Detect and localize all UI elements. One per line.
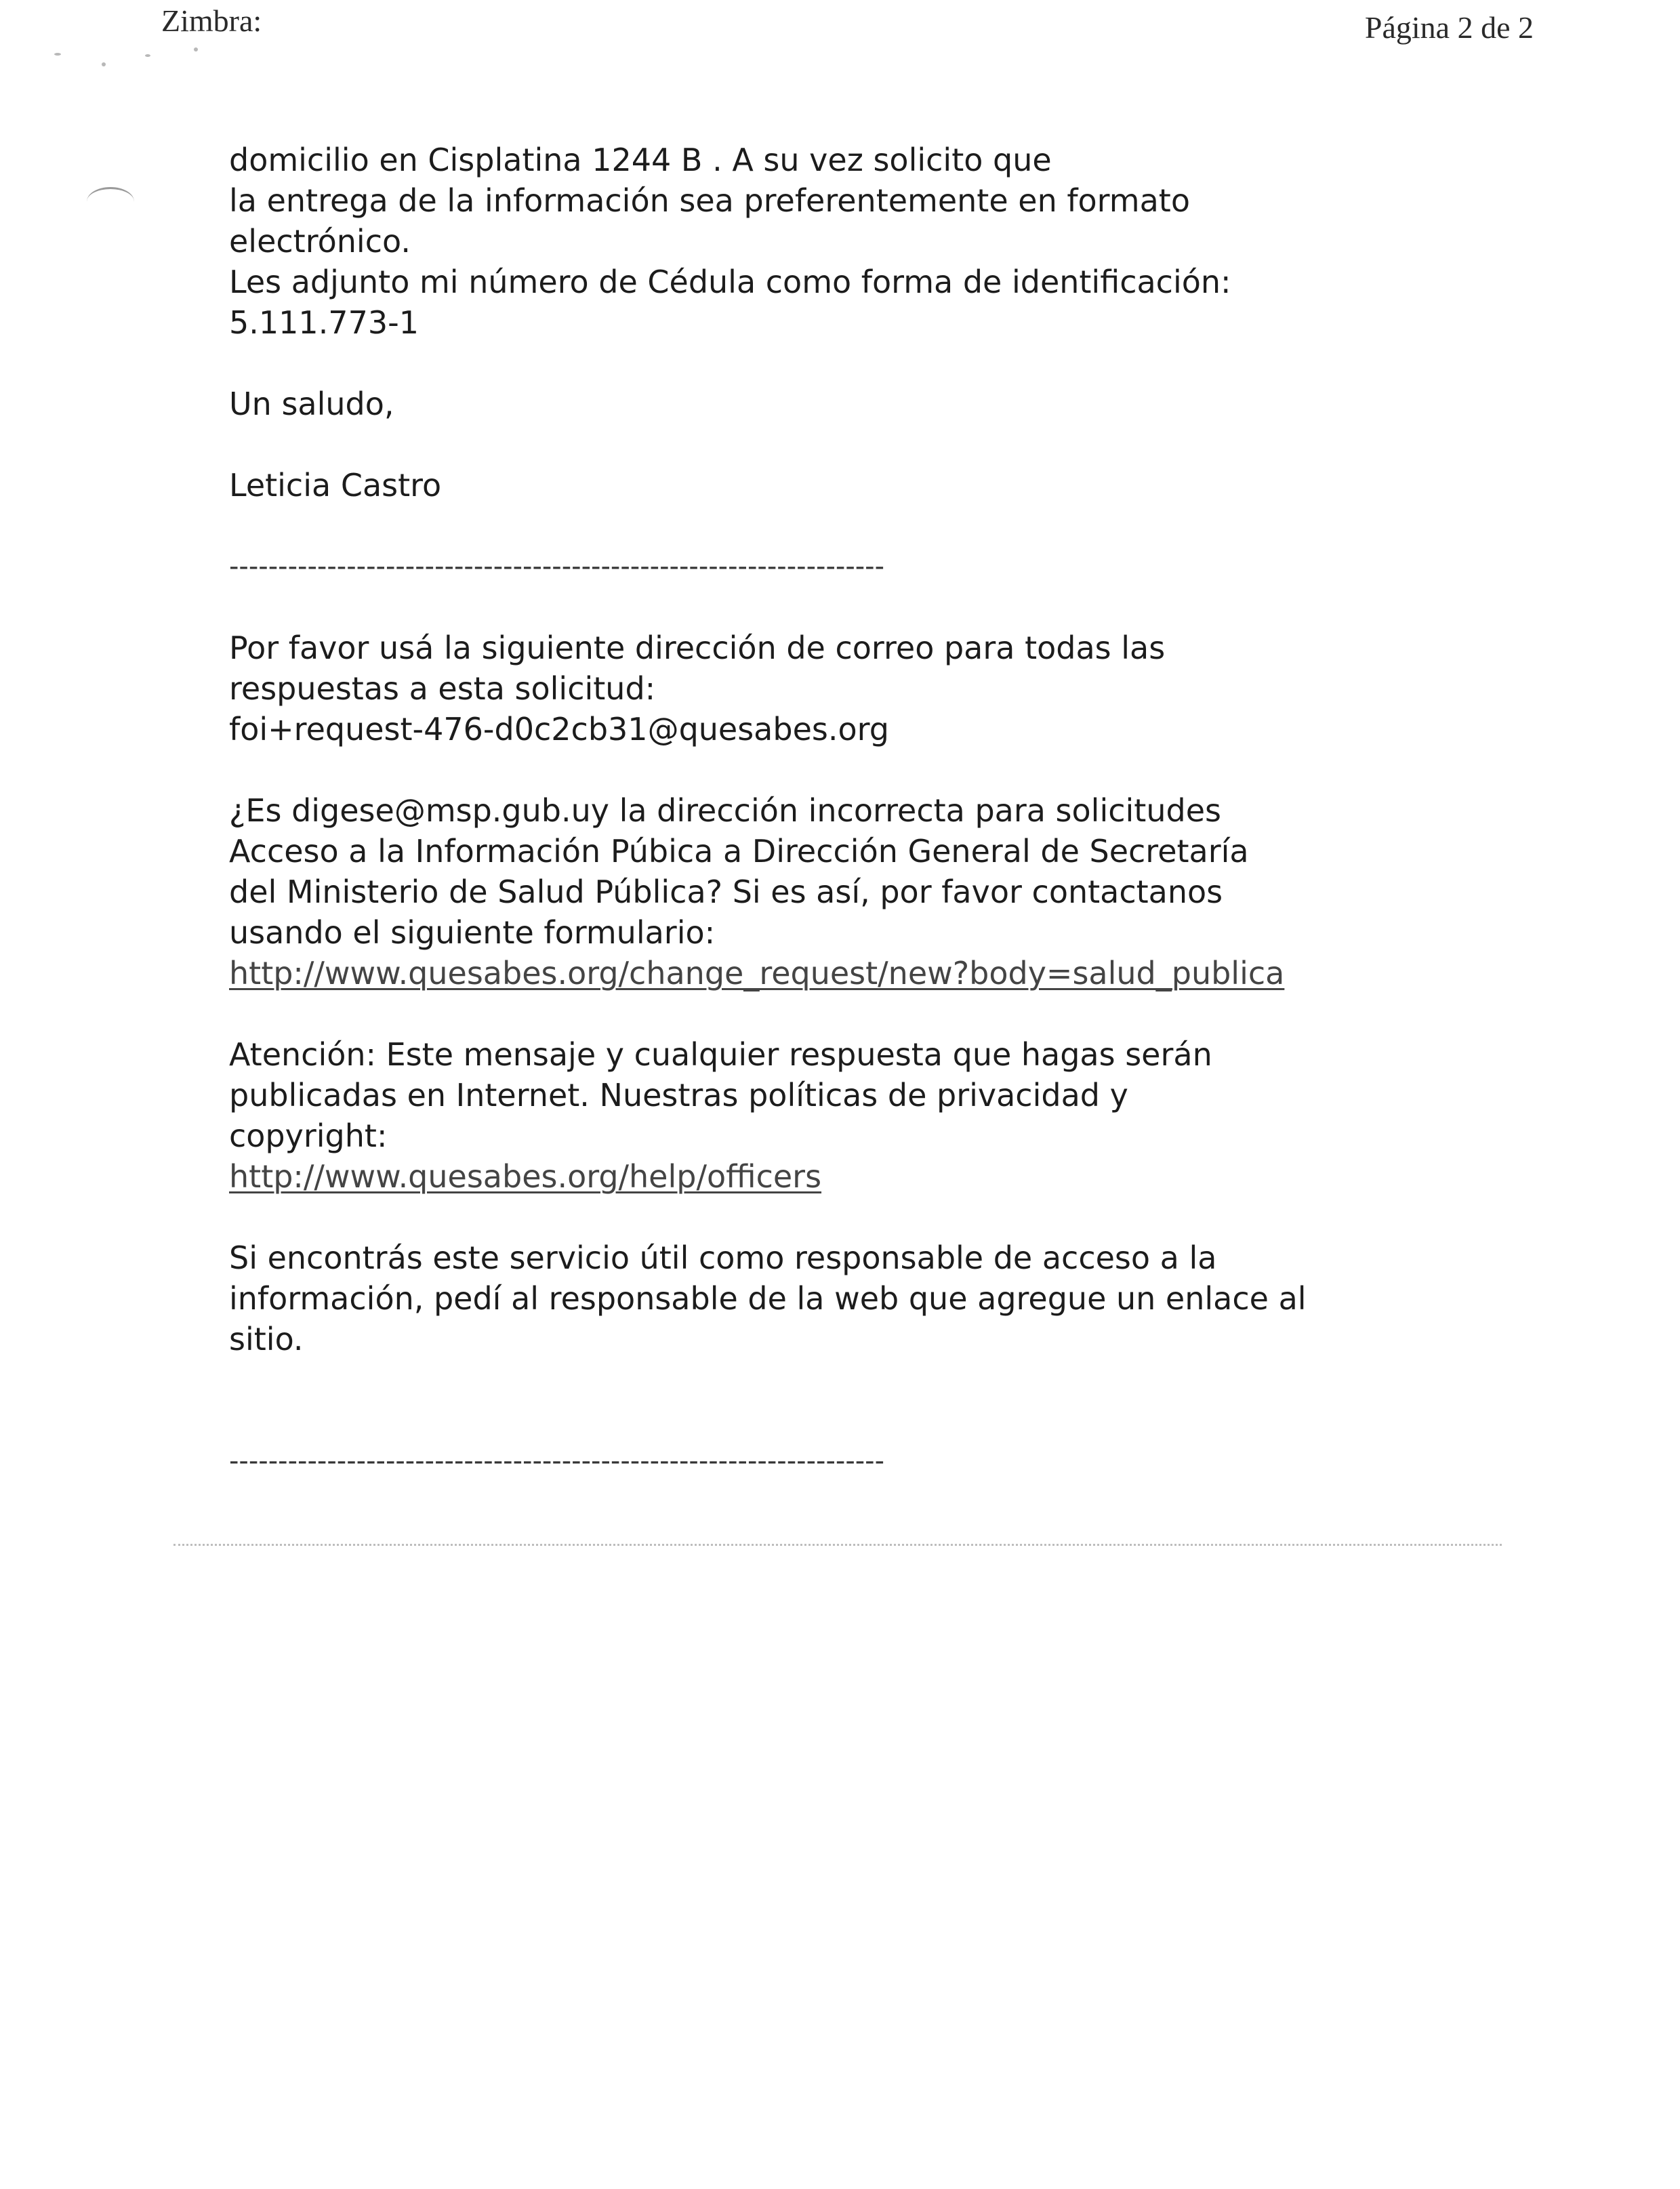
text-line: del Ministerio de Salud Pública? Si es así, por favor contactanos	[229, 874, 1223, 910]
wrong-address-paragraph	[229, 790, 1347, 994]
closing-paragraph	[229, 1237, 1347, 1359]
greeting: Un saludo,	[229, 386, 394, 422]
text-line: Acceso a la Información Púbica a Dirección General de Secretaría	[229, 833, 1249, 870]
separator-line-bottom: -------------------------------------------------------------------	[229, 1446, 885, 1477]
page-divider	[173, 1544, 1502, 1546]
text-line: Les adjunto mi número de Cédula como forma de identificación:	[229, 264, 1231, 300]
change-request-link[interactable]: http://www.quesabes.org/change_request/new?body=salud_publica	[229, 955, 1285, 991]
text-line: Atención: Este mensaje y cualquier respuesta que hagas serán	[229, 1036, 1212, 1073]
app-title: Zimbra:	[161, 3, 262, 38]
separator-line: -------------------------------------------------------------------	[229, 551, 885, 582]
signature: Leticia Castro	[229, 467, 442, 504]
text-line: Por favor usá la siguiente dirección de correo para todas las	[229, 630, 1166, 666]
text-line: copyright:	[229, 1118, 388, 1154]
scan-speck	[145, 54, 150, 57]
scan-speck	[194, 47, 198, 52]
text-line: publicadas en Internet. Nuestras políticas de privacidad y	[229, 1077, 1128, 1113]
intro-paragraph	[229, 140, 1347, 343]
scan-speck	[102, 62, 106, 66]
text-line: información, pedí al responsable de la web que agregue un enlace al	[229, 1280, 1307, 1317]
text-line: respuestas a esta solicitud:	[229, 670, 656, 707]
text-line: sitio.	[229, 1321, 304, 1357]
text-line: domicilio en Cisplatina 1244 B . A su vez solicito que	[229, 142, 1052, 178]
id-number: 5.111.773-1	[229, 304, 419, 341]
attention-paragraph	[229, 1034, 1347, 1197]
text-line: electrónico.	[229, 223, 411, 260]
text-line: ¿Es digese@msp.gub.uy la dirección incorrecta para solicitudes	[229, 792, 1221, 829]
text-line: usando el siguiente formulario:	[229, 914, 716, 951]
reply-address: foi+request-476-d0c2cb31@quesabes.org	[229, 711, 889, 748]
officers-link[interactable]: http://www.quesabes.org/help/officers	[229, 1158, 822, 1195]
reply-paragraph	[229, 628, 1347, 750]
scan-speck	[54, 53, 61, 56]
scan-mark	[87, 187, 134, 216]
page-indicator: Página 2 de 2	[1364, 10, 1534, 45]
email-body	[229, 140, 1347, 1481]
text-line: Si encontrás este servicio útil como responsable de acceso a la	[229, 1240, 1217, 1276]
text-line: la entrega de la información sea preferentemente en formato	[229, 182, 1190, 219]
